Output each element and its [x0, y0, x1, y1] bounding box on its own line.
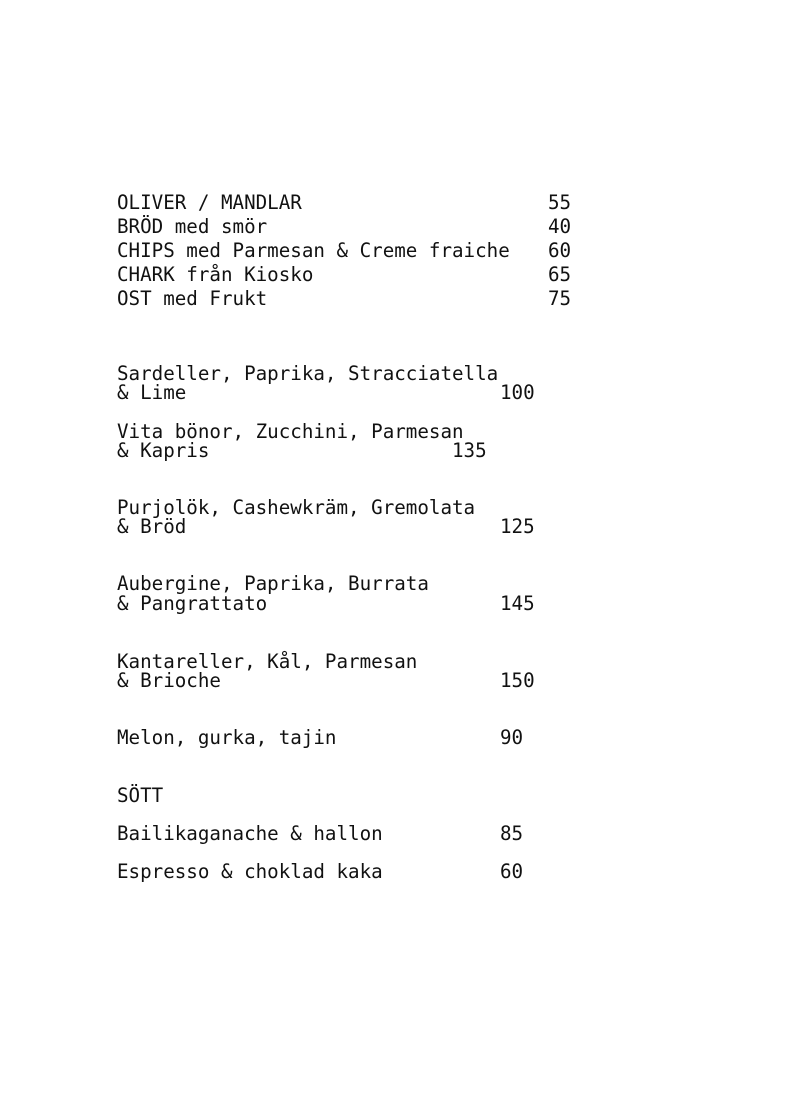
- snack-name: OLIVER / MANDLAR: [117, 191, 302, 214]
- dish-name-line2: & Lime: [117, 381, 187, 404]
- dish-price: 100: [500, 381, 535, 404]
- dish-name-line1: Purjolök, Cashewkräm, Gremolata: [117, 496, 476, 519]
- dish-price: 145: [500, 592, 535, 615]
- snack-price: 65: [548, 263, 572, 286]
- dessert-price: 85: [500, 822, 524, 845]
- dish-name-line2: & Pangrattato: [117, 592, 268, 615]
- dish-name-line1: Kantareller, Kål, Parmesan: [117, 650, 418, 673]
- dish-name-line2: & Kapris: [117, 439, 210, 462]
- dish-name-line2: & Brioche: [117, 669, 221, 692]
- dish-name-line1: Aubergine, Paprika, Burrata: [117, 572, 429, 595]
- dish-price: 150: [500, 669, 535, 692]
- snack-name: CHARK från Kiosko: [117, 263, 314, 286]
- snack-price: 75: [548, 287, 572, 310]
- dish-name-line1: Sardeller, Paprika, Stracciatella: [117, 362, 499, 385]
- dish-price: 125: [500, 515, 535, 538]
- dessert-name: Bailikaganache & hallon: [117, 822, 383, 845]
- dish-name-line1: Melon, gurka, tajin: [117, 726, 337, 749]
- dish-price: 135: [452, 439, 487, 462]
- snack-price: 60: [548, 239, 572, 262]
- dessert-price: 60: [500, 860, 524, 883]
- dish-name-line1: Vita bönor, Zucchini, Parmesan: [117, 420, 464, 443]
- dessert-name: Espresso & choklad kaka: [117, 860, 383, 883]
- snack-price: 55: [548, 191, 572, 214]
- dish-name-line2: & Bröd: [117, 515, 187, 538]
- snack-name: BRÖD med smör: [117, 215, 268, 238]
- snack-price: 40: [548, 215, 572, 238]
- snack-name: OST med Frukt: [117, 287, 268, 310]
- snack-name: CHIPS med Parmesan & Creme fraiche: [117, 239, 510, 262]
- section-heading: SÖTT: [117, 784, 164, 807]
- dish-price: 90: [500, 726, 524, 749]
